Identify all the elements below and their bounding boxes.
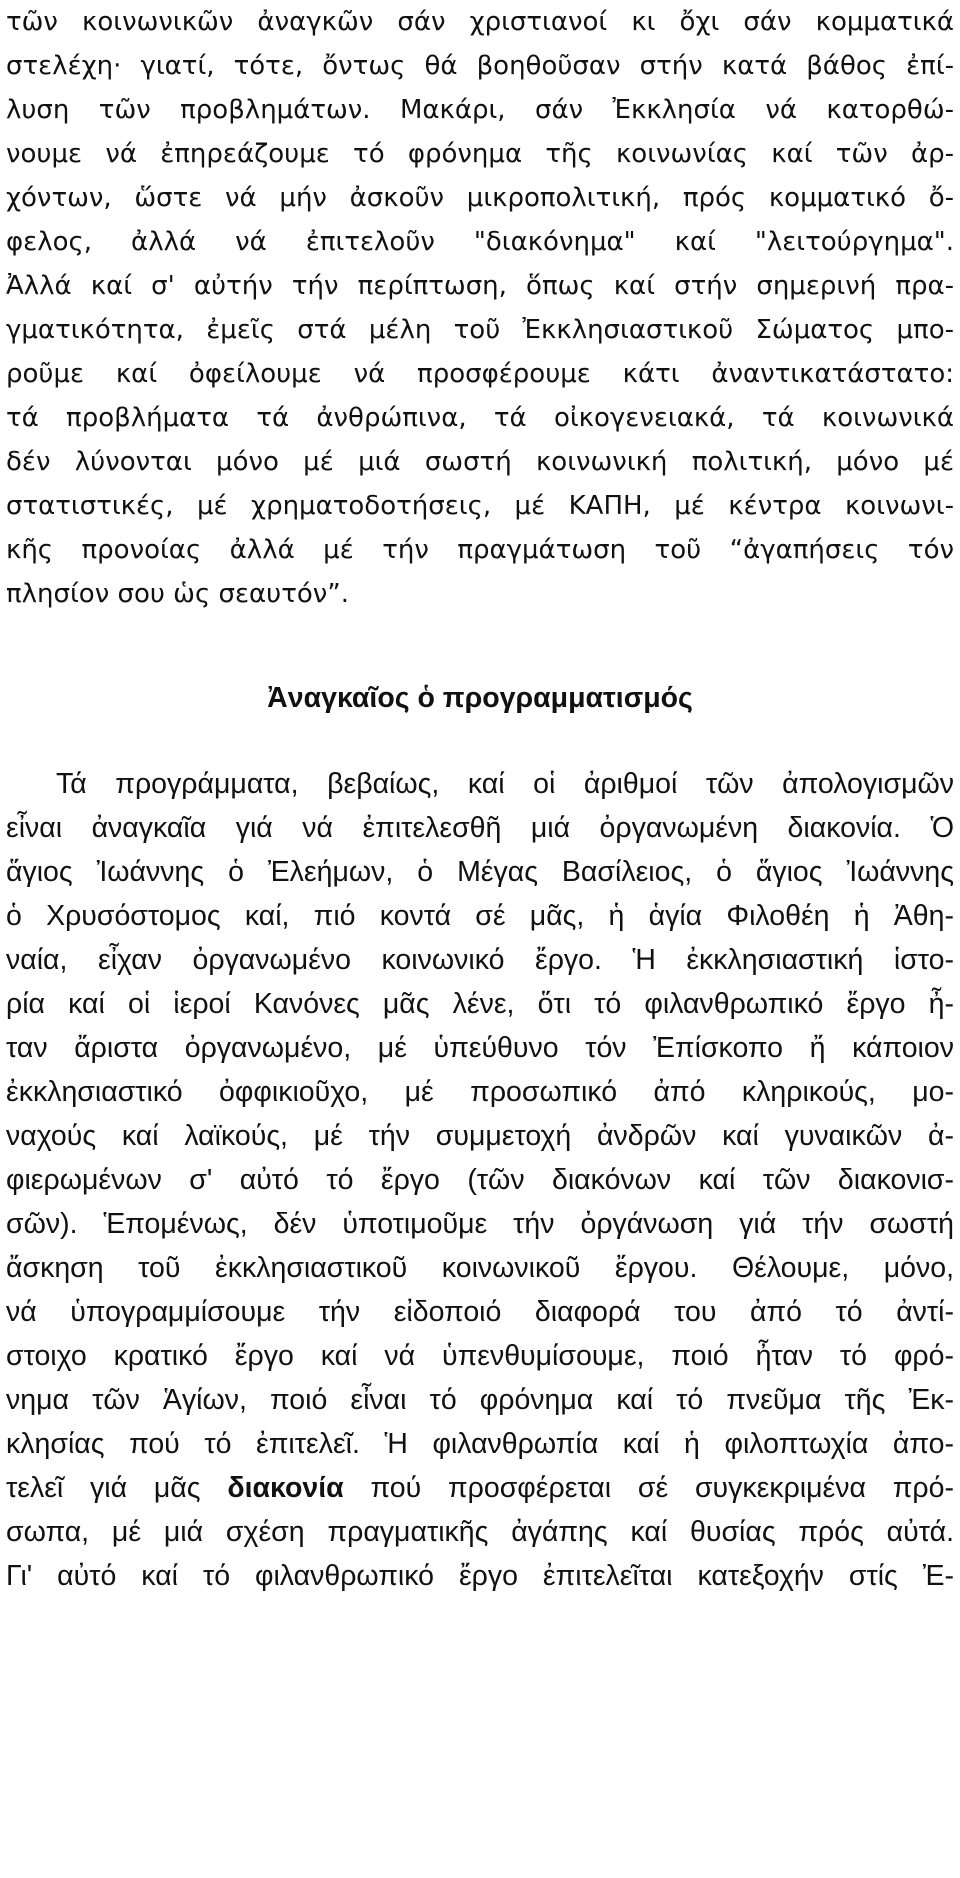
text-line: πλησίον σου ὡς σεαυτόν”.	[6, 579, 350, 609]
text-line: ρία καί οἱ ἱεροί Κανόνες μᾶς λένε, ὅτι τό φιλανθρωπικό ἔργο ἦ-	[6, 988, 954, 1020]
text-line: ροῦμε καί ὀφείλουμε νά προσφέρουμε κάτι ἀναντικατάστατο:	[6, 359, 954, 389]
text-line: ταν ἄριστα ὀργανωμένο, μέ ὑπεύθυνο τόν Ἐπίσκοπο ἤ κάποιον	[6, 1032, 954, 1064]
text-line: δέν λύνονται μόνο μέ μιά σωστή κοινωνική πολιτική, μόνο μέ	[6, 447, 954, 477]
text-line: στατιστικές, μέ χρηματοδοτήσεις, μέ ΚΑΠΗ, μέ κέντρα κοινωνι-	[6, 491, 954, 521]
text-line: κῆς προνοίας ἀλλά μέ τήν πραγμάτωση τοῦ “ἀγαπήσεις τόν	[6, 535, 954, 565]
text-line	[6, 1466, 954, 1510]
text-line: Τά προγράμματα, βεβαίως, καί οἱ ἀριθμοί τῶν ἀπολογισμῶν	[56, 768, 954, 800]
text-line: λυση τῶν προβλημάτων. Μακάρι, σάν Ἐκκλησία νά κατορθώ-	[6, 95, 954, 125]
text-segment: τελεῖ γιά μᾶς	[6, 1472, 201, 1504]
text-line: τά προβλήματα τά ἀνθρώπινα, τά οἰκογενειακά, τά κοινωνικά	[6, 403, 954, 433]
text-line: στελέχη· γιατί, τότε, ὄντως θά βοηθοῦσαν στήν κατά βάθος ἐπί-	[6, 51, 954, 81]
text-line: νημα τῶν Ἁγίων, ποιό εἶναι τό φρόνημα καί τό πνεῦμα τῆς Ἐκ-	[6, 1384, 954, 1416]
text-line: φελος, ἀλλά νά ἐπιτελοῦν "διακόνημα" καί "λειτούργημα".	[6, 227, 954, 257]
text-line: ἐκκλησιαστικό ὀφφικιοῦχο, μέ προσωπικό ἀπό κληρικούς, μο-	[6, 1076, 954, 1108]
text-line: κλησίας πού τό ἐπιτελεῖ. Ἡ φιλανθρωπία καί ἡ φιλοπτωχία ἀπο-	[6, 1428, 954, 1460]
text-line: σῶν). Ἑπομένως, δέν ὑποτιμοῦμε τήν ὀργάνωση γιά τήν σωστή	[6, 1208, 954, 1240]
text-line: ὁ Χρυσόστομος καί, πιό κοντά σέ μᾶς, ἡ ἁγία Φιλοθέη ἡ Ἀθη-	[6, 900, 954, 932]
text-line: νουμε νά ἐπηρεάζουμε τό φρόνημα τῆς κοινωνίας καί τῶν ἀρ-	[6, 139, 954, 169]
text-line: γματικότητα, ἐμεῖς στά μέλη τοῦ Ἐκκλησιαστικοῦ Σώματος μπο-	[6, 315, 954, 345]
text-line: ναία, εἶχαν ὀργανωμένο κοινωνικό ἔργο. Ἡ ἐκκλησιαστική ἱστο-	[6, 944, 954, 976]
text-line: τῶν κοινωνικῶν ἀναγκῶν σάν χριστιανοί κι ὄχι σάν κομματικά	[6, 7, 954, 37]
emphasized-word: διακονία	[227, 1472, 344, 1504]
text-line: χόντων, ὥστε νά μήν ἀσκοῦν μικροπολιτική, πρός κομματικό ὄ-	[6, 183, 954, 213]
text-line: Γι' αὐτό καί τό φιλανθρωπικό ἔργο ἐπιτελεῖται κατεξοχήν στίς Ἐ-	[6, 1560, 954, 1592]
text-segment: πού προσφέρεται σέ συγκεκριμένα πρό-	[370, 1472, 954, 1504]
text-line: ναχούς καί λαϊκούς, μέ τήν συμμετοχή ἀνδρῶν καί γυναικῶν ἀ-	[6, 1120, 954, 1152]
text-line: ἅγιος Ἰωάννης ὁ Ἐλεήμων, ὁ Μέγας Βασίλειος, ὁ ἅγιος Ἰωάννης	[6, 856, 954, 888]
text-line: στοιχο κρατικό ἔργο καί νά ὑπενθυμίσουμε, ποιό ἦταν τό φρό-	[6, 1340, 954, 1372]
text-line: ἄσκηση τοῦ ἐκκλησιαστικοῦ κοινωνικοῦ ἔργου. Θέλουμε, μόνο,	[6, 1252, 954, 1284]
section-heading: Ἀναγκαῖος ὁ προγραμματισμός	[267, 682, 693, 714]
text-line: φιερωμένων σ' αὐτό τό ἔργο (τῶν διακόνων καί τῶν διακονισ-	[6, 1164, 954, 1196]
text-line: νά ὑπογραμμίσουμε τήν εἰδοποιό διαφορά του ἀπό τό ἀντί-	[6, 1296, 954, 1328]
text-line: Ἀλλά καί σ' αὐτήν τήν περίπτωση, ὅπως καί στήν σημερινή πρα-	[6, 271, 954, 301]
text-line: εἶναι ἀναγκαῖα γιά νά ἐπιτελεσθῆ μιά ὀργανωμένη διακονία. Ὁ	[6, 812, 954, 844]
text-line: σωπα, μέ μιά σχέση πραγματικῆς ἀγάπης καί θυσίας πρός αὐτά.	[6, 1516, 954, 1548]
